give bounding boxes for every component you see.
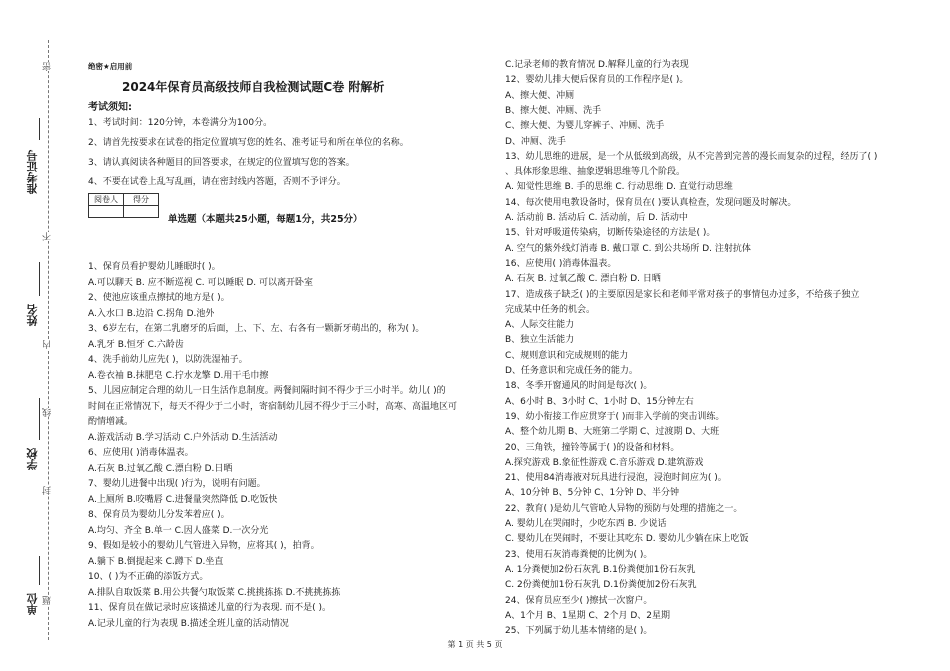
question-line: A.均匀、齐全 B.单一 C.因人盛菜 D.一次分光 bbox=[88, 525, 269, 536]
question-line: C.记录老师的教育情况 D.解释儿童的行为表现 bbox=[505, 60, 689, 70]
question-line: 、具体形象思维、抽象逻辑思维等几个阶段。 bbox=[505, 167, 686, 178]
question-line: C. 2份粪便加1份石灰乳 D.1份粪便加2份石灰乳 bbox=[505, 580, 697, 591]
question-line: A.排队自取饭菜 B.用公共餐勺取饭菜 C.挑挑拣拣 D.不挑挑拣拣 bbox=[88, 587, 341, 598]
seal-char: 题 bbox=[43, 596, 53, 605]
question-line: 2、使池应该重点擦拭的地方是( )。 bbox=[88, 293, 230, 303]
question-line: 时间在正常情况下，每天不得少于二小时，寄宿制幼儿园不得少于三小时，高寒、高温地区可 bbox=[88, 401, 458, 412]
name-label: 姓名 bbox=[26, 304, 39, 326]
question-line: 16、应使用( )消毒体温表。 bbox=[505, 258, 617, 269]
score-table bbox=[88, 193, 159, 218]
seal-char: 线 bbox=[43, 408, 53, 417]
question-line: 11、保育员在做记录时应该描述儿童的行为表现. 而不是( )。 bbox=[88, 603, 332, 613]
question-line: A.探究游戏 B.象征性游戏 C.音乐游戏 D.建筑游戏 bbox=[505, 457, 704, 468]
question-line: 14、每次使用电教设备时，保育员在( )要认真检查，发现问题及时解决。 bbox=[505, 197, 797, 208]
question-line: 19、幼小衔接工作应贯穿于( )而非入学前的突击训练。 bbox=[505, 411, 725, 422]
question-line: A.卷衣袖 B.抹肥皂 C.拧水龙擎 D.用干毛巾擦 bbox=[88, 370, 269, 381]
notice-line: 1、考试时间：120分钟，本卷满分为100分。 bbox=[88, 118, 273, 128]
question-line: 10、( )为不正确的添饭方式。 bbox=[88, 572, 209, 582]
question-line: 22、教育( )是幼儿气管呛人异物的预防与处理的措施之一。 bbox=[505, 503, 743, 514]
grader-cell[interactable] bbox=[89, 206, 124, 218]
seal-char: 封 bbox=[43, 486, 53, 495]
score-header: 得分 bbox=[124, 194, 159, 206]
question-line: 25、下列属于幼儿基本情绪的是( )。 bbox=[505, 626, 653, 637]
unit-line bbox=[39, 556, 40, 585]
score-cell[interactable] bbox=[124, 206, 159, 218]
question-line: 15、针对呼吸道传染病，切断传染途径的方法是( )。 bbox=[505, 228, 716, 239]
question-line: 1、保育员看护婴幼儿睡眠时( )。 bbox=[88, 262, 221, 272]
question-line: 3、6岁左右，在第二乳磨牙的后面，上、下、左、右各有一颗新牙萌出的，称为( )。 bbox=[88, 324, 425, 334]
notice-line: 4、不要在试卷上乱写乱画，请在密封线内答题，否则不予评分。 bbox=[88, 177, 346, 187]
question-line: 7、婴幼儿进餐中出现( )行为，说明有问题。 bbox=[88, 479, 266, 489]
question-line: A.游戏活动 B.学习活动 C.户外活动 D.生活活动 bbox=[88, 432, 278, 443]
notice-heading: 考试须知: bbox=[88, 102, 132, 113]
question-line: A、10分钟 B、5分钟 C、1分钟 D、半分钟 bbox=[505, 488, 680, 499]
page-footer: 第 1 页 共 5 页 bbox=[447, 640, 503, 649]
question-line: A、6小时 B、3小时 C、1小时 D、15分钟左右 bbox=[505, 396, 694, 407]
section-heading: 单选题（本题共25小题，每题1分，共25分） bbox=[168, 214, 363, 225]
question-line: A. 知觉性思维 B. 手的思维 C. 行动思维 D. 直觉行动思维 bbox=[505, 182, 733, 193]
exam-number-label: 准考证号 bbox=[26, 150, 39, 194]
question-line: 24、保育员应至少( )擦拭一次窗户。 bbox=[505, 595, 653, 606]
question-line: 完成某中任务的机会。 bbox=[505, 304, 596, 315]
question-line: C、规则意识和完成规则的能力 bbox=[505, 350, 629, 361]
question-line: 酌情增减。 bbox=[88, 417, 134, 427]
name-line bbox=[39, 262, 40, 296]
question-line: 18、冬季开窗通风的时间是每次( )。 bbox=[505, 381, 653, 392]
question-line: A、擦大便、冲厕 bbox=[505, 90, 575, 101]
exam-title: 2024年保育员高级技师自我检测试题C卷 附解析 bbox=[122, 80, 385, 94]
question-line: C、擦大便、为婴儿穿裤子、冲厕、洗手 bbox=[505, 121, 665, 132]
seal-char: 不 bbox=[43, 232, 53, 241]
question-line: A.入水口 B.边沿 C.拐角 D.池外 bbox=[88, 308, 215, 319]
question-line: A、人际交往能力 bbox=[505, 320, 575, 331]
question-line: D、任务意识和完成任务的能力。 bbox=[505, 366, 638, 376]
question-line: 12、婴幼儿排大便后保育员的工作程序是( )。 bbox=[505, 75, 689, 86]
exam-number-line bbox=[39, 118, 40, 140]
school-label: 学校 bbox=[26, 448, 39, 470]
question-line: 6、应使用( )消毒体温表。 bbox=[88, 448, 194, 458]
seal-char: 密 bbox=[43, 62, 53, 71]
question-line: A. 活动前 B. 活动后 C. 活动前，后 D. 活动中 bbox=[505, 213, 688, 223]
question-line: A.乳牙 B.恒牙 C.六龄齿 bbox=[88, 339, 184, 350]
question-line: 5、儿园应制定合理的幼儿一日生活作息制度。两餐间隔时间不得少于三小时半。幼儿( )的 bbox=[88, 386, 446, 396]
question-line: A.上厕所 B.咬嘴唇 C.进餐量突然降低 D.吃饭快 bbox=[88, 494, 278, 505]
question-line: B、擦大便、冲厕、洗手 bbox=[505, 105, 602, 116]
question-line: 20、三角铁，撞铃等属于( )的设备和材料。 bbox=[505, 442, 680, 453]
question-line: A、整个幼儿期 B、大班第二学期 C、过渡期 D、大班 bbox=[505, 427, 720, 438]
secret-mark: 绝密★启用前 bbox=[88, 62, 133, 71]
question-line: 13、幼儿思维的进展，是一个从低级到高级，从不完善到完善的漫长而复杂的过程，经历了( ) bbox=[505, 151, 878, 162]
binding-margin bbox=[0, 0, 60, 671]
question-line: 23、使用石灰消毒粪便的比例为( )。 bbox=[505, 549, 653, 560]
grader-header: 阅卷人 bbox=[89, 194, 124, 206]
question-line: A、1个月 B、1星期 C、2个月 D、2星期 bbox=[505, 610, 671, 621]
question-line: A.记录儿童的行为表现 B.描述全班儿童的活动情况 bbox=[88, 618, 289, 629]
question-line: A. 婴幼儿在哭闹时，少吃东西 B. 少说话 bbox=[505, 519, 667, 529]
question-line: 17、造成孩子缺乏( )的主要原因是家长和老师平常对孩子的事情包办过多，不给孩子独立 bbox=[505, 289, 860, 300]
unit-label: 单位 bbox=[26, 593, 39, 615]
question-line: A. 1分粪便加2份石灰乳 B.1份粪便加1份石灰乳 bbox=[505, 564, 696, 575]
question-line: A.可以聊天 B. 应不断巡视 C. 可以睡眠 D. 可以离开卧室 bbox=[88, 277, 313, 288]
school-line bbox=[39, 398, 40, 440]
question-line: 4、洗手前幼儿应先( )，以防洗湿袖子。 bbox=[88, 355, 248, 365]
question-line: A.躺下 B.倒提起来 C.蹲下 D.坐直 bbox=[88, 556, 224, 567]
question-line: A.石灰 B.过氧乙酸 C.漂白粉 D.日晒 bbox=[88, 463, 233, 474]
question-line: A. 空气的紫外线灯消毒 B. 戴口罩 C. 到公共场所 D. 注射抗体 bbox=[505, 243, 751, 254]
notice-line: 3、请认真阅读各种题目的回答要求，在规定的位置填写您的答案。 bbox=[88, 158, 355, 168]
question-line: 8、保育员为婴幼儿分发苯着应( )。 bbox=[88, 510, 230, 520]
notice-line: 2、请首先按要求在试卷的指定位置填写您的姓名、准考证号和所在单位的名称。 bbox=[88, 138, 409, 148]
question-line: 21、使用84消毒液对玩具进行浸泡，浸泡时间应为( )。 bbox=[505, 473, 727, 484]
question-line: B、独立生活能力 bbox=[505, 335, 575, 346]
question-line: A. 石灰 B. 过氧乙酸 C. 漂白粉 D. 日晒 bbox=[505, 274, 661, 285]
seal-char: 内 bbox=[43, 340, 53, 349]
question-line: 9、假如是较小的婴幼儿气管进入异物，应将其( )，拍背。 bbox=[88, 541, 320, 551]
question-line: C. 婴幼儿在哭闹时，不要让其吃东 D. 婴幼儿少躺在床上吃饭 bbox=[505, 534, 749, 545]
question-line: D、冲厕、洗手 bbox=[505, 136, 566, 147]
